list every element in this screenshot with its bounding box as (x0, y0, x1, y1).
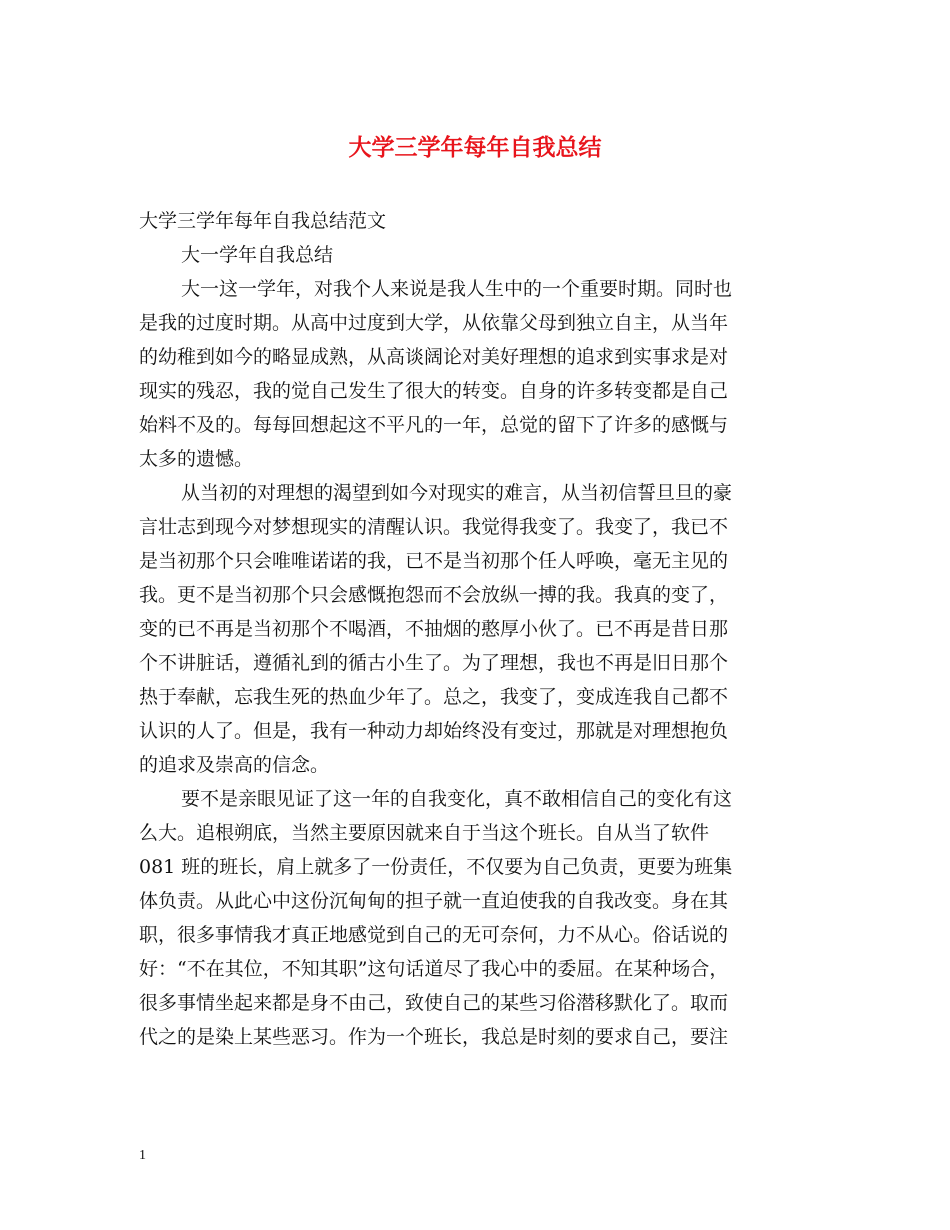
text-line: 么大。追根朔底，当然主要原因就来自于当这个班长。自从当了软件 (139, 822, 710, 844)
document-body (139, 204, 819, 1054)
text-line: 是我的过度时期。从高中过度到大学，从依靠父母到独立自主，从当年 (139, 312, 729, 334)
text-line: 的幼稚到如今的略显成熟，从高谈阔论对美好理想的追求到实事求是对 (139, 346, 729, 368)
text-line: 个不讲脏话，遵循礼到的循古小生了。为了理想，我也不再是旧日那个 (139, 652, 729, 674)
text-line: 大一这一学年，对我个人来说是我人生中的一个重要时期。同时也 (181, 278, 733, 300)
text-line: 体负责。从此心中这份沉甸甸的担子就一直迫使我的自我改变。身在其 (139, 890, 729, 912)
text-line: 好：“不在其位，不知其职”这句话道尽了我心中的委屈。在某种场合， (139, 958, 729, 980)
text-line: 现实的残忍，我的觉自己发生了很大的转变。自身的许多转变都是自己 (139, 380, 729, 402)
page-number: 1 (139, 1148, 146, 1163)
text-line: 代之的是染上某些恶习。作为一个班长，我总是时刻的要求自己，要注 (139, 1026, 729, 1048)
text-line: 变的已不再是当初那个不喝酒，不抽烟的憨厚小伙了。已不再是昔日那 (139, 618, 729, 640)
text-line: 很多事情坐起来都是身不由己，致使自己的某些习俗潜移默化了。取而 (139, 992, 729, 1014)
text-line: 是当初那个只会唯唯诺诺的我，已不是当初那个任人呼唤，毫无主见的 (139, 550, 729, 572)
text-line: 热于奉献，忘我生死的热血少年了。总之，我变了，变成连我自己都不 (139, 686, 729, 708)
text-line: 要不是亲眼见证了这一年的自我变化，真不敢相信自己的变化有这 (181, 788, 733, 810)
text-line: 始料不及的。每每回想起这不平凡的一年，总觉的留下了许多的感慨与 (139, 414, 729, 436)
text-line: 认识的人了。但是，我有一种动力却始终没有变过，那就是对理想抱负 (139, 720, 729, 742)
text-line: 我。更不是当初那个只会感慨抱怨而不会放纵一搏的我。我真的变了， (139, 584, 729, 606)
text-line: 职，很多事情我才真正地感觉到自己的无可奈何，力不从心。俗话说的 (139, 924, 729, 946)
text-line: 太多的遗憾。 (139, 448, 254, 470)
text-line: 的追求及崇高的信念。 (139, 754, 330, 776)
text-line: 081 班的班长，肩上就多了一份责任，不仅要为自己负责，更要为班集 (139, 856, 733, 878)
text-line: 大一学年自我总结 (181, 244, 334, 266)
text-line: 言壮志到现今对梦想现实的清醒认识。我觉得我变了。我变了，我已不 (139, 516, 729, 538)
text-line: 大学三学年每年自我总结范文 (139, 210, 387, 232)
document-title: 大学三学年每年自我总结 (348, 134, 602, 161)
text-line: 从当初的对理想的渴望到如今对现实的难言，从当初信誓旦旦的豪 (181, 482, 733, 504)
